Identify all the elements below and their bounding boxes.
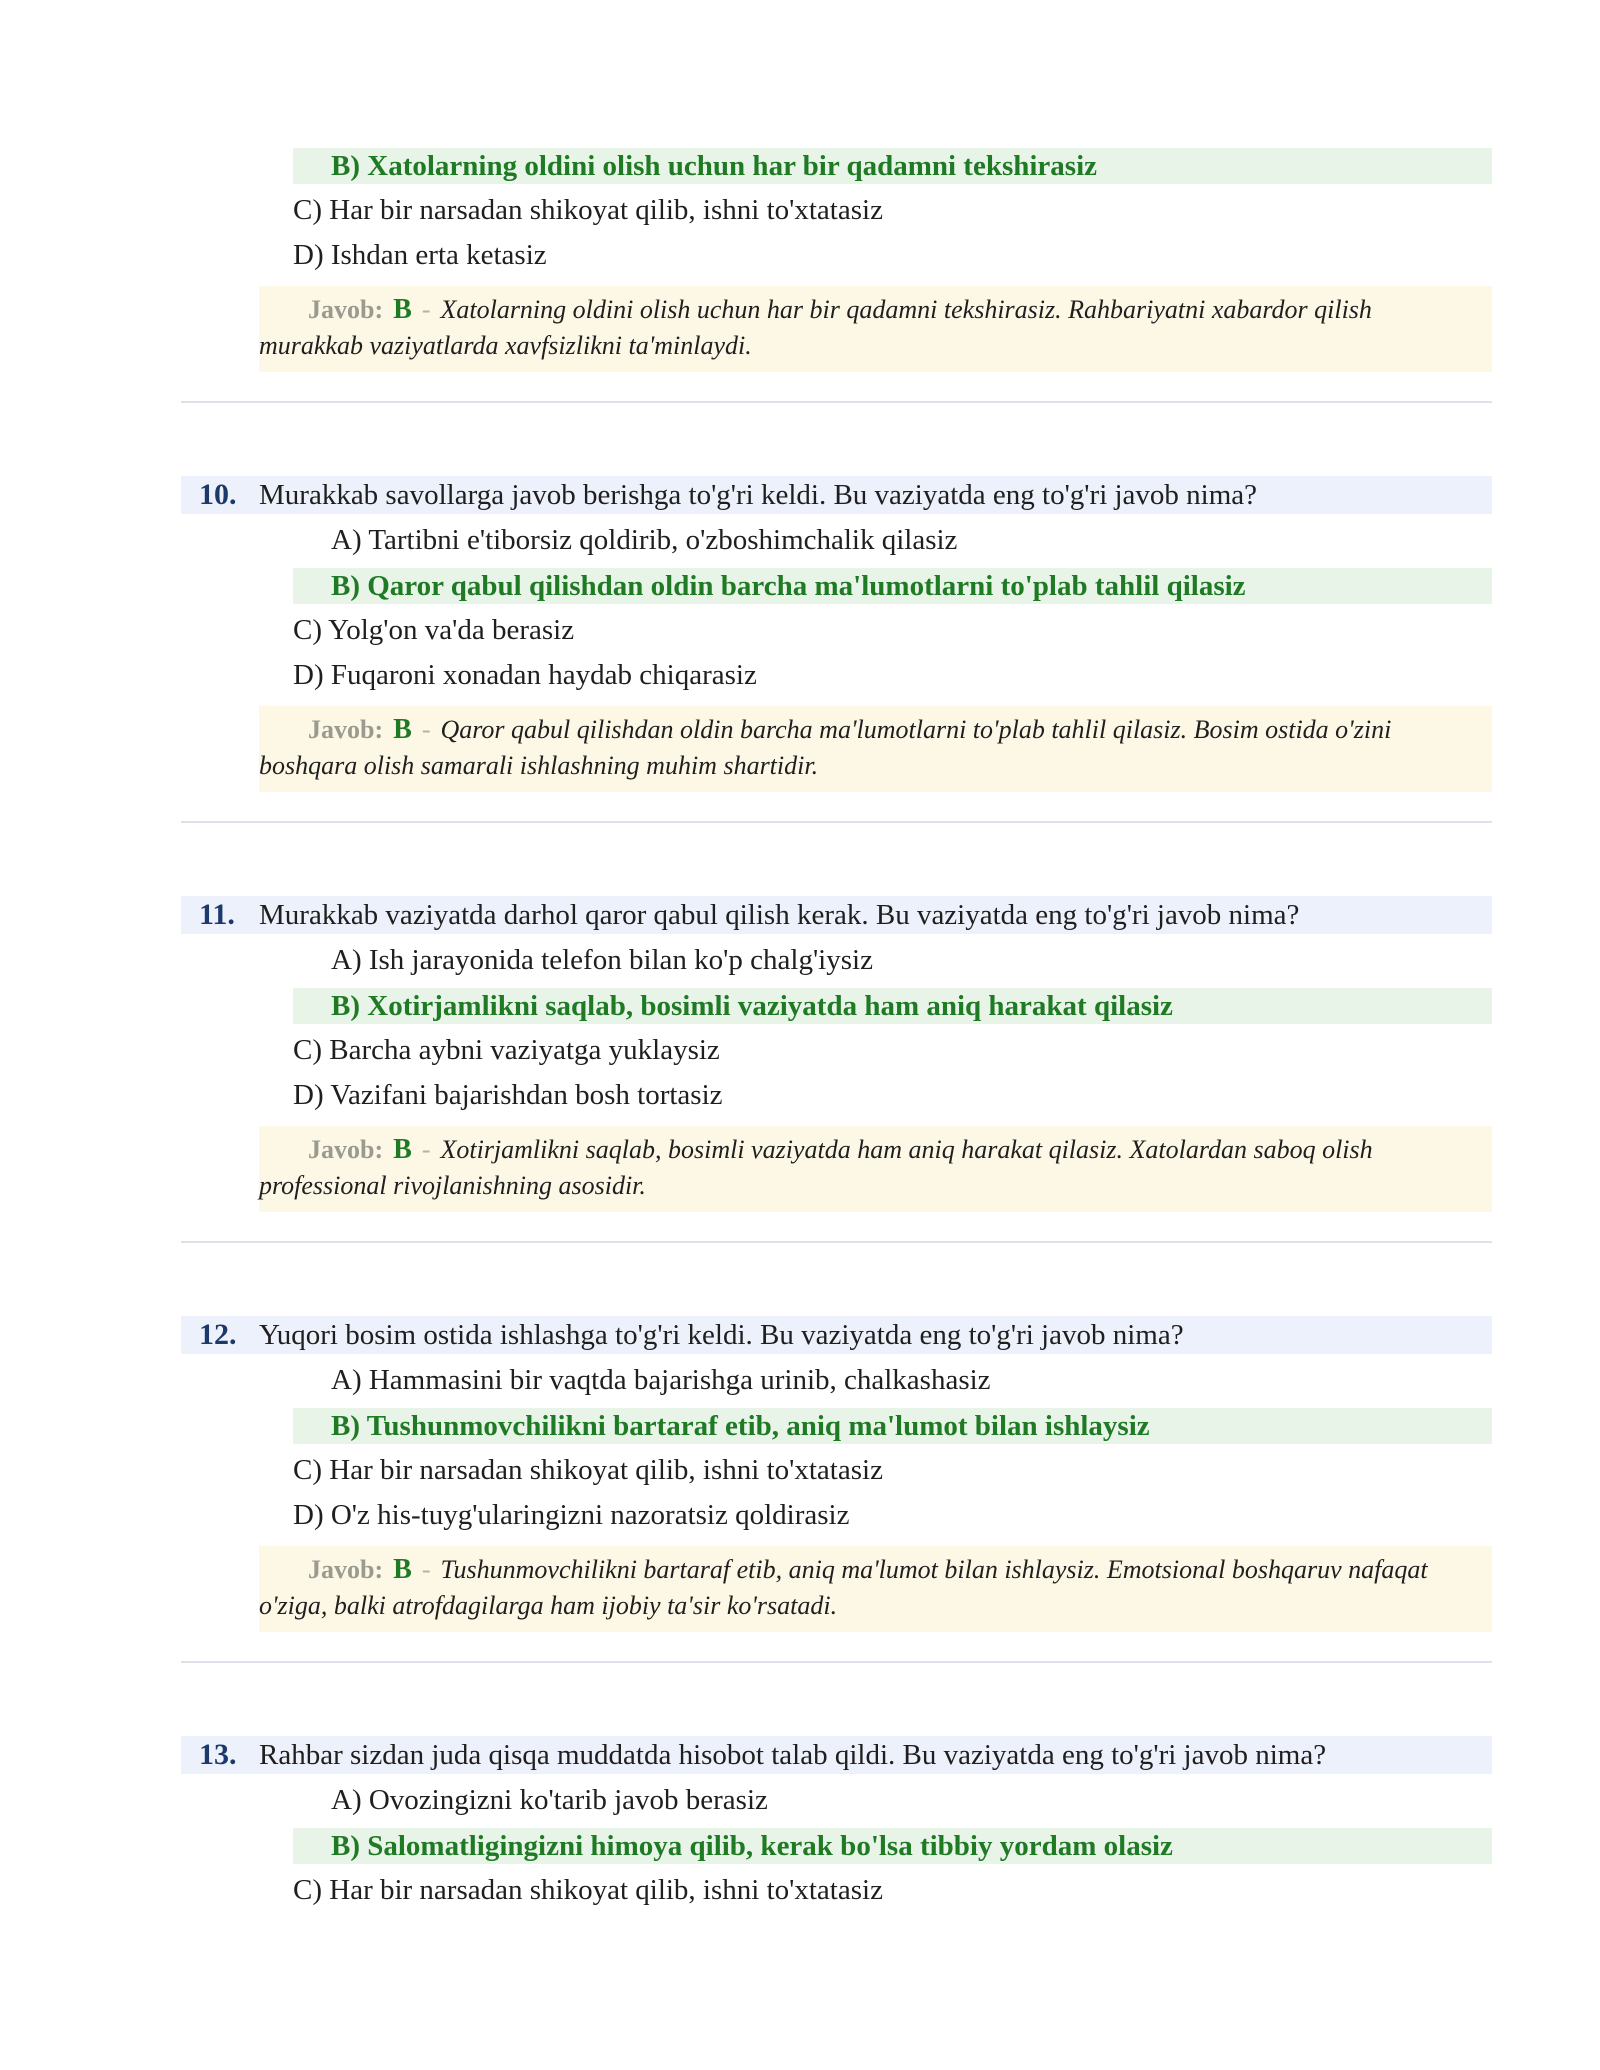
- answer-label: Javob:: [308, 295, 384, 324]
- option: C) Yolg'on va'da berasiz: [293, 614, 575, 646]
- option: D) Ishdan erta ketasiz: [293, 239, 547, 271]
- option: C) Har bir narsadan shikoyat qilib, ishni to'xtatasiz: [293, 1454, 883, 1486]
- answer-box: [259, 1126, 1492, 1212]
- answer-explanation: Qaror qabul qilishdan oldin barcha ma'lumotlarni to'plab tahlil qilasiz. Bosim ostida o'zini boshqara olish samarali ishlashning muhim shartidir.: [259, 715, 1392, 780]
- correct-option: B) Tushunmovchilikni bartaraf etib, aniq ma'lumot bilan ishlaysiz: [293, 1408, 1492, 1444]
- option: C) Barcha aybni vaziyatga yuklaysiz: [293, 1034, 720, 1066]
- correct-option: B) Xatolarning oldini olish uchun har bir qadamni tekshirasiz: [293, 148, 1492, 184]
- option: A) Hammasini bir vaqtda bajarishga urinib, chalkashasiz: [331, 1364, 991, 1396]
- answer-dash: -: [421, 295, 431, 324]
- question-text: Murakkab vaziyatda darhol qaror qabul qilish kerak. Bu vaziyatda eng to'g'ri javob nima?: [259, 899, 1300, 931]
- divider: [181, 1241, 1492, 1243]
- answer-label: Javob:: [308, 715, 384, 744]
- correct-option: B) Xotirjamlikni saqlab, bosimli vaziyatda ham aniq harakat qilasiz: [293, 988, 1492, 1024]
- answer-dash: -: [421, 715, 431, 744]
- option: C) Har bir narsadan shikoyat qilib, ishni to'xtatasiz: [293, 194, 883, 226]
- question-line: [181, 1316, 1492, 1354]
- option: D) Fuqaroni xonadan haydab chiqarasiz: [293, 659, 757, 691]
- question-number: 11.: [199, 898, 235, 931]
- answer-label: Javob:: [308, 1135, 384, 1164]
- answer-letter: B: [393, 1554, 412, 1585]
- correct-option: B) Qaror qabul qilishdan oldin barcha ma'lumotlarni to'plab tahlil qilasiz: [293, 568, 1492, 604]
- option: A) Ish jarayonida telefon bilan ko'p chalg'iysiz: [331, 944, 873, 976]
- answer-box: [259, 706, 1492, 792]
- correct-option: B) Salomatligingizni himoya qilib, kerak bo'lsa tibbiy yordam olasiz: [293, 1828, 1492, 1864]
- divider: [181, 401, 1492, 403]
- answer-dash: -: [421, 1555, 431, 1584]
- answer-explanation: Xatolarning oldini olish uchun har bir qadamni tekshirasiz. Rahbariyatni xabardor qilish murakkab vaziyatlarda xavfsizlikni ta'minlaydi.: [259, 295, 1372, 360]
- question-number: 13.: [199, 1738, 237, 1771]
- option: D) O'z his-tuyg'ularingizni nazoratsiz qoldirasiz: [293, 1499, 850, 1531]
- answer-box: [259, 286, 1492, 372]
- option: C) Har bir narsadan shikoyat qilib, ishni to'xtatasiz: [293, 1874, 883, 1906]
- divider: [181, 1661, 1492, 1663]
- option: D) Vazifani bajarishdan bosh tortasiz: [293, 1079, 723, 1111]
- answer-label: Javob:: [308, 1555, 384, 1584]
- answer-letter: B: [393, 714, 412, 745]
- question-line: [181, 1736, 1492, 1774]
- option: A) Ovozingizni ko'tarib javob berasiz: [331, 1784, 768, 1816]
- answer-explanation: Xotirjamlikni saqlab, bosimli vaziyatda ham aniq harakat qilasiz. Xatolardan saboq olish professional rivojlanishning asosidir.: [259, 1135, 1373, 1200]
- question-text: Murakkab savollarga javob berishga to'g'ri keldi. Bu vaziyatda eng to'g'ri javob nima?: [259, 479, 1258, 511]
- divider: [181, 821, 1492, 823]
- question-line: [181, 476, 1492, 514]
- question-text: Rahbar sizdan juda qisqa muddatda hisobot talab qildi. Bu vaziyatda eng to'g'ri javob nima?: [259, 1739, 1327, 1771]
- option: A) Tartibni e'tiborsiz qoldirib, o'zboshimchalik qilasiz: [331, 524, 958, 556]
- answer-letter: B: [393, 294, 412, 325]
- answer-dash: -: [421, 1135, 431, 1164]
- question-text: Yuqori bosim ostida ishlashga to'g'ri keldi. Bu vaziyatda eng to'g'ri javob nima?: [259, 1319, 1184, 1351]
- question-line: [181, 896, 1492, 934]
- question-number: 12.: [199, 1318, 237, 1351]
- answer-box: [259, 1546, 1492, 1632]
- answer-explanation: Tushunmovchilikni bartaraf etib, aniq ma'lumot bilan ishlaysiz. Emotsional boshqaruv nafaqat o'ziga, balki atrofdagilarga ham ijobiy ta'sir ko'rsatadi.: [259, 1555, 1428, 1620]
- question-number: 10.: [199, 478, 237, 511]
- answer-letter: B: [393, 1134, 412, 1165]
